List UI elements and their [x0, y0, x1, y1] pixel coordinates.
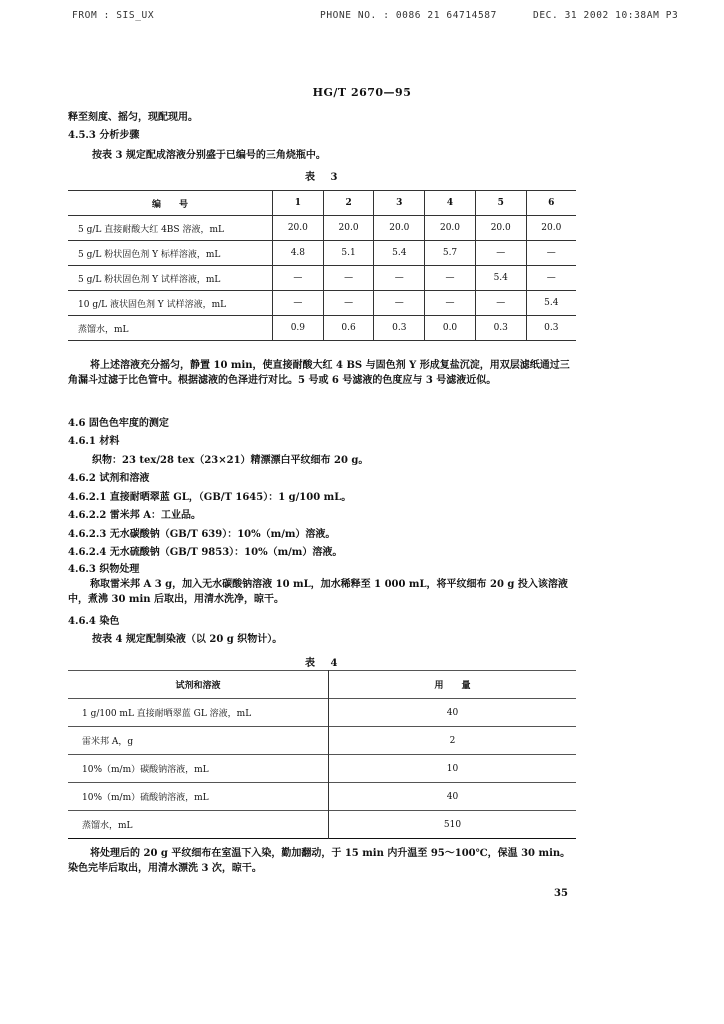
table-cell: 5.1 — [323, 241, 374, 266]
table-cell: 510 — [329, 811, 577, 839]
table-cell: — — [425, 291, 476, 316]
table-row — [68, 291, 576, 316]
text-line: 释至刻度、摇匀，现配现用。 — [68, 112, 198, 123]
table-cell: 4.8 — [273, 241, 324, 266]
table-row — [68, 699, 576, 727]
text-line: 4.6.2.2 雷米邦 A：工业品。 — [68, 510, 201, 521]
paragraph: 将上述溶液充分摇匀，静置 10 min，使直接耐酸大红 4 BS 与固色剂 Y 形成复盐沉淀，用双层滤纸通过三角漏斗过滤于比色管中。根据滤液的色泽进行对比。5 号或 6 号滤液的色度应与 3 号滤液近似。 — [68, 360, 570, 386]
table-cell: — — [374, 291, 425, 316]
row-label: 10%（m/m）碳酸钠溶液，mL — [68, 755, 329, 783]
header-cell: 5 — [475, 191, 526, 216]
table-header-row — [68, 671, 576, 699]
row-label: 5 g/L 粉状固色剂 Y 标样溶液，mL — [68, 241, 273, 266]
table-row — [68, 316, 576, 341]
table-cell: 2 — [329, 727, 577, 755]
text-line: 4.6.2.4 无水硫酸钠（GB/T 9853）：10%（m/m）溶液。 — [68, 547, 343, 558]
table-cell: — — [475, 241, 526, 266]
table-cell: 0.0 — [425, 316, 476, 341]
row-label: 10 g/L 液状固色剂 Y 试样溶液，mL — [68, 291, 273, 316]
table-cell: 20.0 — [526, 216, 576, 241]
section-heading: 4.6 固色色牢度的测定 — [68, 418, 169, 429]
table-cell: — — [526, 241, 576, 266]
table-cell: 20.0 — [475, 216, 526, 241]
table-cell: 20.0 — [425, 216, 476, 241]
table-cell: — — [323, 266, 374, 291]
header-cell: 用 量 — [329, 671, 577, 699]
table-row — [68, 783, 576, 811]
section-heading: 4.6.1 材料 — [68, 436, 120, 447]
table-cell: 20.0 — [273, 216, 324, 241]
table-cell: 5.4 — [526, 291, 576, 316]
table-row — [68, 266, 576, 291]
table-4 — [68, 670, 576, 839]
section-heading: 4.5.3 分析步骤 — [68, 130, 140, 141]
table-3-caption: 表 3 — [305, 172, 344, 183]
paragraph: 将处理后的 20 g 平纹细布在室温下入染，勤加翻动，于 15 min 内升温至 95～100℃，保温 30 min。染色完毕后取出，用清水漂洗 3 次，晾干。 — [68, 848, 571, 874]
table-header-row — [68, 191, 576, 216]
row-label: 蒸馏水，mL — [68, 811, 329, 839]
table-cell: 0.9 — [273, 316, 324, 341]
table-cell: 5.4 — [374, 241, 425, 266]
table-cell: — — [273, 266, 324, 291]
text-line: 4.6.2.3 无水碳酸钠（GB/T 639）：10%（m/m）溶液。 — [68, 529, 336, 540]
row-label: 蒸馏水，mL — [68, 316, 273, 341]
text-line: 织物：23 tex/28 tex（23×21）精漂漂白平纹细布 20 g。 — [92, 455, 369, 466]
fax-from: FROM : SIS_UX — [72, 10, 155, 21]
header-cell: 编 号 — [68, 191, 273, 216]
table-cell: 5.7 — [425, 241, 476, 266]
row-label: 5 g/L 直接耐酸大红 4BS 溶液，mL — [68, 216, 273, 241]
text-line: 按表 3 规定配成溶液分别盛于已编号的三角烧瓶中。 — [92, 150, 326, 161]
row-label: 1 g/100 mL 直接耐晒翠蓝 GL 溶液，mL — [68, 699, 329, 727]
table-cell: — — [323, 291, 374, 316]
page-number: 35 — [554, 888, 568, 899]
table-cell: 0.3 — [526, 316, 576, 341]
table-cell: — — [425, 266, 476, 291]
header-cell: 试剂和溶液 — [68, 671, 329, 699]
table-cell: 40 — [329, 783, 577, 811]
fax-date: DEC. 31 2002 10:38AM P3 — [533, 10, 679, 21]
table-cell: 20.0 — [374, 216, 425, 241]
table-cell: — — [526, 266, 576, 291]
fax-phone: PHONE NO. : 0086 21 64714587 — [320, 10, 497, 21]
header-cell: 3 — [374, 191, 425, 216]
table-cell: 0.6 — [323, 316, 374, 341]
table-cell: 0.3 — [374, 316, 425, 341]
row-label: 10%（m/m）硫酸钠溶液，mL — [68, 783, 329, 811]
table-row — [68, 216, 576, 241]
table-row — [68, 241, 576, 266]
table-cell: 20.0 — [323, 216, 374, 241]
table-cell: 0.3 — [475, 316, 526, 341]
row-label: 5 g/L 粉状固色剂 Y 试样溶液，mL — [68, 266, 273, 291]
text-line: 按表 4 规定配制染液（以 20 g 织物计）。 — [92, 634, 283, 645]
table-cell: 5.4 — [475, 266, 526, 291]
header-cell: 1 — [273, 191, 324, 216]
table-3 — [68, 190, 576, 341]
table-cell: — — [475, 291, 526, 316]
document-code: HG/T 2670—95 — [312, 86, 412, 99]
header-cell: 4 — [425, 191, 476, 216]
table-row — [68, 811, 576, 839]
table-4-caption: 表 4 — [305, 658, 344, 669]
section-heading: 4.6.3 织物处理 — [68, 564, 140, 575]
table-cell: 10 — [329, 755, 577, 783]
header-cell: 6 — [526, 191, 576, 216]
table-cell: — — [273, 291, 324, 316]
header-cell: 2 — [323, 191, 374, 216]
table-cell: 40 — [329, 699, 577, 727]
section-heading: 4.6.2 试剂和溶液 — [68, 473, 150, 484]
text-line: 4.6.2.1 直接耐晒翠蓝 GL，（GB/T 1645）：1 g/100 mL。 — [68, 492, 352, 503]
table-row — [68, 755, 576, 783]
section-heading: 4.6.4 染色 — [68, 616, 120, 627]
table-row — [68, 727, 576, 755]
table-cell: — — [374, 266, 425, 291]
paragraph: 称取雷米邦 A 3 g，加入无水碳酸钠溶液 10 mL，加水稀释至 1 000 mL，将平纹细布 20 g 投入该溶液中，煮沸 30 min 后取出，用清水洗净，晾干。 — [68, 579, 568, 605]
row-label: 雷米邦 A，g — [68, 727, 329, 755]
